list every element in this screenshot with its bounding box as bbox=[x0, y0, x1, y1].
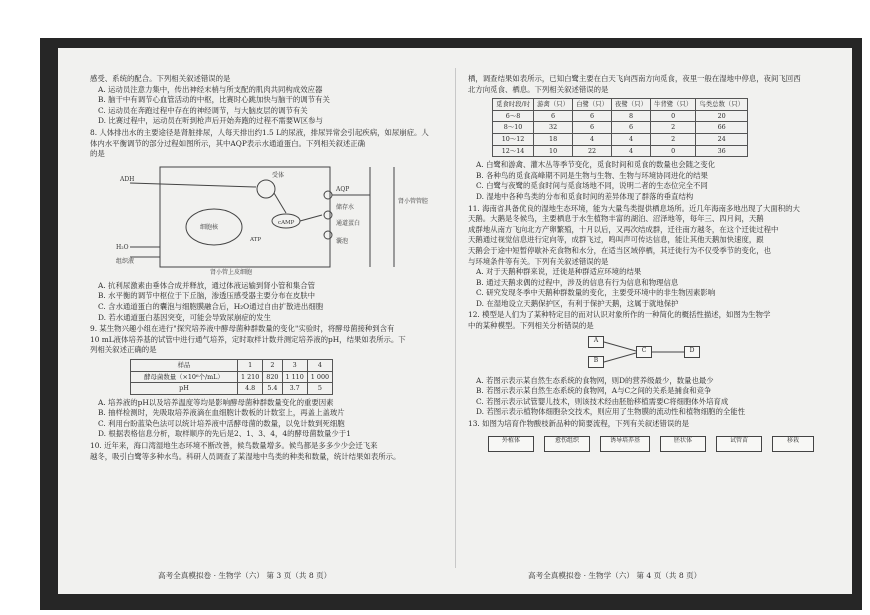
diagram-label: 储存水 bbox=[336, 203, 355, 211]
table-9 bbox=[130, 359, 333, 395]
question-8-line: 的是 bbox=[90, 149, 105, 159]
page-divider bbox=[455, 68, 456, 568]
table-cell: 4 bbox=[573, 133, 612, 145]
right-page bbox=[468, 74, 830, 460]
model-arrow bbox=[604, 342, 636, 351]
flow-box: 试管苗 bbox=[716, 436, 762, 452]
diagram-label: AQP bbox=[336, 185, 350, 193]
option-line: C. 含水通道蛋白的囊泡与细胞膜融合后，H₂O通过自由扩散进出细胞 bbox=[98, 301, 324, 311]
diagram-label: cAMP bbox=[278, 219, 295, 226]
model-node-a: A bbox=[588, 336, 604, 348]
diagram-label: H₂O bbox=[116, 243, 129, 251]
table-cell: 10～12 bbox=[493, 133, 534, 145]
model-node-d: D bbox=[684, 346, 700, 358]
option-line: A. 培养液的pH以及培养温度等均是影响酵母菌种群数量变化的重要因素 bbox=[98, 397, 334, 407]
flow-box: 胚状体 bbox=[660, 436, 706, 452]
table-cell: 5 bbox=[307, 383, 332, 395]
option-line: A. 对于天鹅种群来说，迁徙是种群适应环境的结果 bbox=[476, 267, 642, 277]
question-11: 11. 海南省具备优良的湿地生态环境，能为大量鸟类提供栖息场所。近几年海南多地出现了大面积的大 bbox=[468, 203, 800, 213]
table-cell: 8～10 bbox=[493, 122, 534, 134]
model-arrow bbox=[604, 353, 636, 362]
table-cell: 4.8 bbox=[238, 383, 263, 395]
table-cell: 6 bbox=[612, 122, 651, 134]
table-cell: 5.4 bbox=[263, 383, 282, 395]
table-cell: 牛背鹭（只） bbox=[650, 99, 695, 111]
question-10: 10. 近年来，海口湾湿地生态环境不断改善，候鸟数量增多。候鸟都是多多少少会迁飞来 bbox=[90, 441, 378, 451]
flow-box: 愈伤组织 bbox=[544, 436, 590, 452]
table-cell: 鸟类总数（只） bbox=[696, 99, 748, 111]
table-row bbox=[131, 383, 333, 395]
diagram-label: 受体 bbox=[272, 171, 285, 179]
option-line: D. 比赛过程中，运动员在听到枪声后开始奔跑的过程不需要W区参与 bbox=[98, 116, 323, 126]
table-cell: 3 bbox=[282, 359, 307, 371]
table-cell: 6～8 bbox=[493, 110, 534, 122]
table-cell: 觅食时段/时 bbox=[493, 99, 534, 111]
vesicle-circle bbox=[324, 211, 332, 219]
table-row bbox=[493, 110, 748, 122]
vesicle-circle bbox=[324, 191, 332, 199]
table-cell: pH bbox=[131, 383, 238, 395]
table-cell: 22 bbox=[573, 145, 612, 157]
question-11-line: 成群地从南方飞向北方产卵繁殖，十月以后，又再次结成群，迁往南方越冬，在这个迁徙过程中 bbox=[468, 224, 779, 234]
table-cell: 4 bbox=[307, 359, 332, 371]
table-header-row bbox=[131, 359, 333, 371]
table-cell: 66 bbox=[696, 122, 748, 134]
arrow-line bbox=[274, 193, 286, 213]
model-node-b: B bbox=[588, 356, 604, 368]
table-cell: 32 bbox=[534, 122, 573, 134]
diagram-label: 肾小管管腔 bbox=[398, 197, 429, 205]
table-cell: 20 bbox=[696, 110, 748, 122]
table-cell: 游禽（只） bbox=[534, 99, 573, 111]
table-10 bbox=[492, 98, 748, 157]
question-11-line: 天鹅通过视觉信息进行定向等，成群飞过，鸣叫声可传达信息，能让其他天鹅加快速度，跟 bbox=[468, 235, 764, 245]
table-header-row bbox=[493, 99, 748, 111]
kidney-cell-diagram bbox=[90, 163, 450, 277]
option-line: C. 运动员在奔跑过程中存在的神经调节，与大脑皮层的调节有关 bbox=[98, 105, 308, 115]
question-10-line: 越冬，吸引白鹭等多种水鸟。科研人员调查了某湿地中鸟类的种类和数量，统计结果如表所示。 bbox=[90, 451, 401, 461]
question-12-line: 中的某种模型。下列相关分析错误的是 bbox=[468, 321, 594, 331]
receptor-circle bbox=[257, 180, 275, 198]
option-line: B. 各种鸟的觅食高峰期不同是生物与生物、生物与环境协同进化的结果 bbox=[476, 170, 708, 180]
table-row bbox=[493, 122, 748, 134]
option-line: A. 白鹭和游禽、灌木丛等季节变化，觅食时间和觅食的数量也会随之变化 bbox=[476, 160, 716, 170]
table-cell: 36 bbox=[696, 145, 748, 157]
option-line: C. 利用台盼蓝染色法可以统计培养液中活酵母菌的数量，以免计数到死细胞 bbox=[98, 418, 345, 428]
diagram-label: 囊泡 bbox=[336, 237, 349, 245]
table-row bbox=[493, 145, 748, 157]
page-footer-left: 高考全真模拟卷 · 生物学（六） 第 3 页（共 8 页） bbox=[158, 571, 332, 580]
table-cell: 0 bbox=[650, 145, 695, 157]
question-12: 12. 模型是人们为了某种特定目的而对认识对象所作的一种简化的概括性描述，如图为生物学 bbox=[468, 310, 771, 320]
table-cell: 4 bbox=[612, 145, 651, 157]
table-cell: 1 210 bbox=[238, 371, 263, 383]
diagram-label: 通道蛋白 bbox=[336, 219, 361, 227]
table-cell: 白鹭（只） bbox=[573, 99, 612, 111]
table-cell: 样品 bbox=[131, 359, 238, 371]
exam-paper bbox=[58, 48, 852, 594]
table-cell: 820 bbox=[263, 371, 282, 383]
option-line: B. 若图示表示某自然生态系统的食物网，A与C之间的关系是捕食和竞争 bbox=[476, 386, 712, 396]
table-cell: 2 bbox=[650, 133, 695, 145]
table-row bbox=[131, 371, 333, 383]
question-11-line: 与环境条件等有关。下列有关叙述错误的是 bbox=[468, 256, 609, 266]
option-line: D. 根据表格信息分析，取样顺序的先后是2、1、3、4，4的酵母菌数量少于1 bbox=[98, 429, 351, 439]
table-cell: 12～14 bbox=[493, 145, 534, 157]
table-9-wrap bbox=[130, 359, 450, 395]
model-arrows bbox=[468, 334, 728, 374]
option-line: B. 脑干中有调节心血管活动的中枢，比赛时心跳加快与脑干的调节有关 bbox=[98, 95, 330, 105]
table-cell: 1 110 bbox=[282, 371, 307, 383]
table-cell: 2 bbox=[263, 359, 282, 371]
table-cell: 0 bbox=[650, 110, 695, 122]
table-row bbox=[493, 133, 748, 145]
option-line: C. 白鹭与夜鹭的觅食时间与觅食场地不同，说明二者的生态位完全不同 bbox=[476, 181, 708, 191]
option-line: A. 若图示表示某自然生态系统的食物网，则D的营养级最少，数量也最少 bbox=[476, 375, 714, 385]
table-cell: 1 000 bbox=[307, 371, 332, 383]
table-cell: 2 bbox=[650, 122, 695, 134]
table-cell: 3.7 bbox=[282, 383, 307, 395]
option-line: C. 研究发现冬季中天鹅种群数量的变化，主要受环境中的非生物因素影响 bbox=[476, 288, 716, 298]
table-cell: 6 bbox=[573, 110, 612, 122]
question-9-line: 列相关叙述正确的是 bbox=[90, 345, 157, 355]
question-11-line: 天鹅。大鹅是冬候鸟，主要栖息于水生植物丰富的湖泊、沼泽地等，每年三、四月间，天鹅 bbox=[468, 214, 764, 224]
text-line: 北方向觅食、栖息。下列相关叙述错误的是 bbox=[468, 84, 609, 94]
diagram-svg bbox=[90, 163, 450, 277]
table-cell: 酵母菌数量（×10⁶个/mL） bbox=[131, 371, 238, 383]
option-line: B. 通过天鹅求偶的过程中，涉及的信息有行为信息和物理信息 bbox=[476, 277, 679, 287]
diagram-label: 肾小管上皮细胞 bbox=[210, 268, 253, 276]
model-diagram bbox=[468, 334, 830, 374]
flow-box: 外植体 bbox=[488, 436, 534, 452]
cell-outline bbox=[160, 167, 330, 267]
left-page bbox=[90, 74, 450, 462]
question-13: 13. 如图为培育作物酸枝新品种的简要流程，下列有关叙述错误的是 bbox=[468, 419, 690, 429]
diagram-label: 细胞核 bbox=[200, 223, 219, 231]
option-line: B. 抽样检测时，先吸取培养液滴在血细胞计数板的计数室上，再盖上盖玻片 bbox=[98, 408, 345, 418]
arrow-line bbox=[130, 183, 256, 187]
diagram-label: ATP bbox=[250, 236, 262, 243]
text-line: 栖，调查结果如表所示，已知白鹭主要在白天飞向西南方向觅食，夜里一般在湿地中停息，夜间飞回西 bbox=[468, 74, 801, 83]
question-8: 8. 人体排出水的主要途径是肾脏排尿，人每天排出约1.5 L的尿液，排尿异常会引起疾病，如尿崩症。人 bbox=[90, 127, 429, 137]
page-footer-right: 高考全真模拟卷 · 生物学（六） 第 4 页（共 8 页） bbox=[528, 571, 702, 580]
table-cell: 24 bbox=[696, 133, 748, 145]
question-11-line: 天鹅会于途中短暂停歇补充食物和水分，在适当区域停栖，其迁徙行为不仅受季节的变化，也 bbox=[468, 245, 772, 255]
table-cell: 10 bbox=[534, 145, 573, 157]
table-cell: 4 bbox=[612, 133, 651, 145]
table-cell: 1 bbox=[238, 359, 263, 371]
table-cell: 夜鹭（只） bbox=[612, 99, 651, 111]
table-cell: 18 bbox=[534, 133, 573, 145]
diagram-label: 组织液 bbox=[116, 257, 135, 265]
question-9-line: 10 mL液体培养基的试管中进行通气培养，定时取样计数并测定培养液的pH，结果如表所示。下 bbox=[90, 334, 406, 344]
arrow-line bbox=[300, 215, 322, 221]
option-line: C. 若图示表示试管婴儿技术，则该技术经由胚胎移植需要C将细胞体外培育成 bbox=[476, 396, 729, 406]
text-line: 感受、系统的配合。下列相关叙述错误的是 bbox=[90, 74, 231, 83]
option-line: D. 若水通道蛋白基因突变，可能会导致尿崩症的发生 bbox=[98, 312, 271, 322]
table-10-wrap bbox=[492, 98, 830, 157]
vesicle-circle bbox=[324, 231, 332, 239]
option-line: D. 湿地中各种鸟类的分布和觅食时间的差异体现了群落的垂直结构 bbox=[476, 191, 694, 201]
table-cell: 6 bbox=[573, 122, 612, 134]
model-node-c: C bbox=[636, 346, 652, 358]
flow-box: 诱导培养基 bbox=[600, 436, 650, 452]
option-line: D. 在湿地设立天鹅保护区，有利于保护天鹅，这属于就地保护 bbox=[476, 298, 679, 308]
question-8-line: 体内水平衡调节的部分过程如图所示，其中AQP表示水通道蛋白。下列相关叙述正确 bbox=[90, 138, 366, 148]
question-9: 9. 某生物兴趣小组在进行"探究培养液中酵母菌种群数量的变化"实验时，将酵母菌接种到含有 bbox=[90, 324, 395, 334]
breeding-flow-diagram bbox=[468, 432, 830, 458]
table-cell: 6 bbox=[534, 110, 573, 122]
table-cell: 8 bbox=[612, 110, 651, 122]
option-line: D. 若图示表示植物体细胞杂交技术，则应用了生物膜的流动性和植物细胞的全能性 bbox=[476, 407, 746, 417]
diagram-label: ADH bbox=[120, 175, 135, 183]
flow-box: 移栽 bbox=[772, 436, 814, 452]
option-line: B. 水平衡的调节中枢位于下丘脑，渗透压感受器主要分布在皮肤中 bbox=[98, 291, 316, 301]
option-line: A. 运动员注意力集中，传出神经末梢与所支配的肌肉共同构成效应器 bbox=[98, 84, 323, 94]
option-line: A. 抗利尿激素由垂体合成并释放，通过体液运输到肾小管和集合管 bbox=[98, 280, 315, 290]
